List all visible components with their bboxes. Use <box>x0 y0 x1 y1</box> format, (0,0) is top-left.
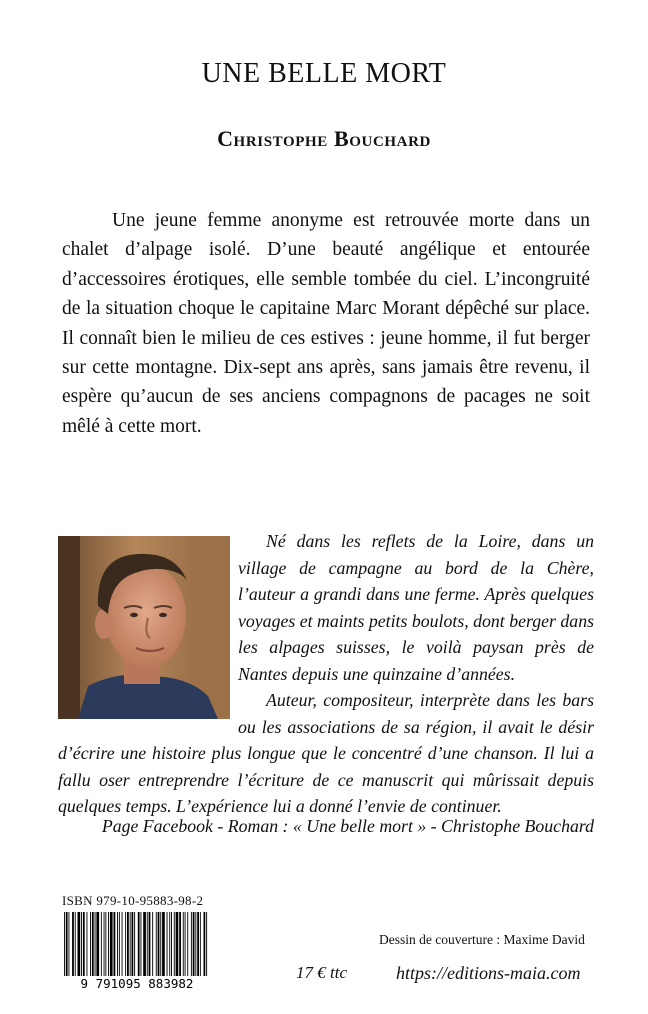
barcode-bar <box>90 912 91 976</box>
barcode-bar <box>105 912 106 976</box>
author-bio <box>58 528 594 820</box>
barcode-bar <box>83 912 85 976</box>
barcode-bar <box>162 912 165 976</box>
barcode-bar <box>108 912 109 976</box>
barcode-bar <box>206 912 207 976</box>
barcode-bar <box>117 912 118 976</box>
barcode-bar <box>179 912 181 976</box>
barcode-bar <box>138 912 140 976</box>
synopsis <box>62 206 590 441</box>
barcode-bar <box>122 912 123 976</box>
barcode-bar <box>195 912 196 976</box>
barcode-bar <box>92 912 94 976</box>
barcode-bar <box>158 912 160 976</box>
bio-paragraph-2: Auteur, compositeur, interprète dans les bars ou les associations de sa région, il avait le désir d’écrire une histoire plus longue que le concentré d’une chanson. Il lui a fallu oser entreprendre l’écriture de ce manuscrit qui mûrissait depuis quelques temps. L’expérience lui a donné l’envie de continuer. <box>58 690 594 816</box>
barcode-bar <box>174 912 175 976</box>
barcode-bars <box>62 910 212 990</box>
barcode-digits: 9 791095 883982 <box>80 976 194 990</box>
price: 17 € ttc <box>296 963 347 982</box>
author-name: Christophe Bouchard <box>217 126 431 151</box>
barcode-bar <box>72 912 74 976</box>
barcode-bar <box>78 912 81 976</box>
barcode-bar <box>132 912 134 976</box>
barcode-bar <box>197 912 199 976</box>
barcode-bar <box>185 912 186 976</box>
barcode-bar <box>149 912 151 976</box>
publisher-website: https://editions-maia.com <box>396 963 581 983</box>
barcode-bar <box>187 912 188 976</box>
bio-paragraph-1: Né dans les reflets de la Loire, dans un village de campagne au bord de la Chère, l’auteur a grandi dans une ferme. Après quelques voyages et maints petits boulots, dont berger dans les alpages suisses, le voilà paysan près de Nantes depuis une quinzaine d’années. <box>238 531 594 684</box>
barcode-bar <box>169 912 170 976</box>
barcode-bar <box>183 912 184 976</box>
barcode-bar <box>75 912 76 976</box>
barcode-bar <box>141 912 142 976</box>
barcode-bar <box>143 912 146 976</box>
barcode-bar <box>134 912 135 976</box>
barcode-bar <box>96 912 99 976</box>
barcode-bar <box>130 912 131 976</box>
facebook-page-note: Page Facebook - Roman : « Une belle mort » - Christophe Bouchard <box>101 816 594 836</box>
barcode-bar <box>204 912 206 976</box>
barcode-bar <box>127 912 129 976</box>
barcode-bar <box>64 912 65 976</box>
barcode-bar <box>110 912 113 976</box>
barcode-bar <box>176 912 179 976</box>
barcode-bar <box>104 912 105 976</box>
barcode-bar <box>193 912 195 976</box>
barcode <box>62 910 212 990</box>
barcode-bar <box>160 912 161 976</box>
barcode-bar <box>114 912 116 976</box>
barcode-bar <box>200 912 201 976</box>
barcode-bar <box>95 912 96 976</box>
barcode-bar <box>66 912 68 976</box>
barcode-bar <box>125 912 126 976</box>
barcode-bar <box>156 912 157 976</box>
barcode-bar <box>119 912 120 976</box>
isbn-text: ISBN 979-10-95883-98-2 <box>62 893 204 908</box>
barcode-bar <box>81 912 82 976</box>
barcode-bar <box>152 912 153 976</box>
barcode-bar <box>87 912 88 976</box>
barcode-bar <box>69 912 70 976</box>
barcode-bar <box>101 912 102 976</box>
book-title: UNE BELLE MORT <box>201 58 447 89</box>
barcode-bar <box>171 912 172 976</box>
barcode-bar <box>147 912 148 976</box>
barcode-bar <box>191 912 192 976</box>
cover-credit: Dessin de couverture : Maxime David <box>379 932 585 947</box>
synopsis-text: Une jeune femme anonyme est retrouvée morte dans un chalet d’alpage isolé. D’une beauté angélique et entourée d’accessoires érotiques, elle semble tombée du ciel. L’incongruité de la situation choque le capitaine Marc Morant dépêché sur place. Il connaît bien le milieu de ces estives : jeune homme, il fut berger sur cette montagne. Dix-sept ans après, sans jamais être revenu, il espère qu’aucun de ses anciens compagnons de pacages ne soit mêlé à cette mort. <box>62 210 590 437</box>
barcode-bar <box>167 912 168 976</box>
